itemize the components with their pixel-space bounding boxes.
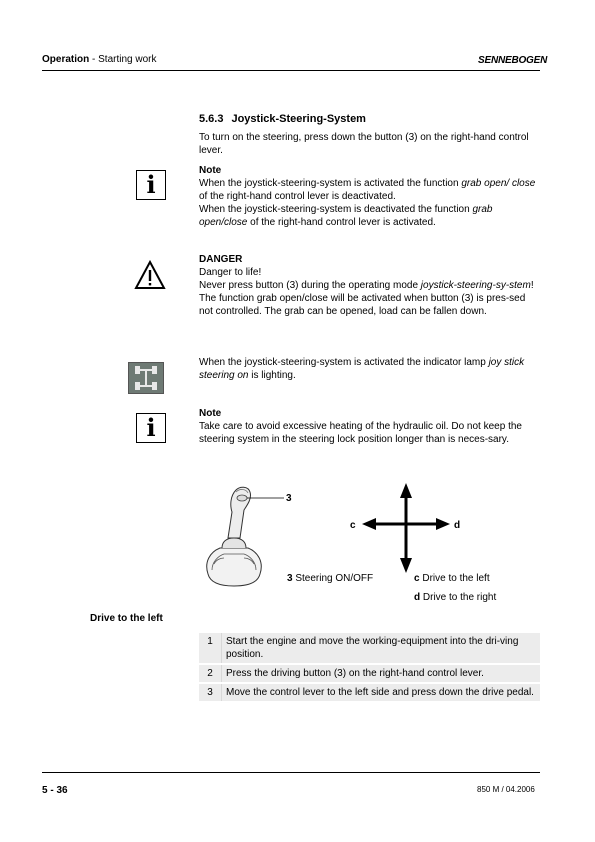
note-label: Note [199, 165, 222, 176]
caption-steering [287, 573, 373, 584]
danger-line-2a: Never press button (3) during the operating mode [199, 280, 421, 291]
caption-text: Drive to the left [419, 573, 490, 584]
step-number: 1 [199, 633, 222, 664]
caption-right [414, 592, 496, 603]
step-text: Press the driving button (3) on the right-hand control lever. [222, 664, 541, 683]
joystick-illustration [200, 482, 300, 588]
caption-key: c [414, 573, 420, 584]
callout-3: 3 [286, 493, 292, 504]
header-breadcrumb [42, 54, 156, 65]
note-block-2 [199, 407, 541, 446]
table-row [199, 664, 540, 683]
note-text-2c: of the right-hand control lever is activated. [247, 217, 436, 228]
arrow-label-d: d [454, 520, 461, 531]
danger-line-3: The function grab open/close will be activated when button (3) is pres-sed not controlled. The grab can be opened, load can be fallen down. [199, 293, 526, 317]
caption-text: Drive to the right [420, 592, 497, 603]
note-text-2a: When the joystick-steering-system is deactivated the function [199, 204, 473, 215]
header-subsection: - Starting work [89, 54, 157, 65]
direction-arrows-diagram [340, 480, 470, 576]
document-id: 850 M / 04.2006 [477, 785, 535, 794]
header-divider [42, 70, 540, 71]
lamp-text-a: When the joystick-steering-system is activated the indicator lamp [199, 357, 489, 368]
step-number: 2 [199, 664, 222, 683]
footer-divider [42, 772, 540, 773]
caption-text: Steering ON/OFF [292, 573, 374, 584]
step-text: Move the control lever to the left side and press down the drive pedal. [222, 683, 541, 702]
note-text: Take care to avoid excessive heating of the hydraulic oil. Do not keep the steering system in the steering lock position longer than is neces-sary. [199, 421, 522, 445]
step-number: 3 [199, 683, 222, 702]
note-text-1a: When the joystick-steering-system is activated the function [199, 178, 462, 189]
info-icon: i [136, 170, 166, 200]
note-label: Note [199, 408, 222, 419]
warning-icon [134, 260, 166, 290]
lamp-text [199, 356, 541, 382]
lamp-text-c: is lighting. [248, 370, 296, 381]
table-row [199, 633, 540, 664]
joystick-steering-lamp-icon [128, 362, 164, 394]
note-text-1b: grab open/ close [461, 178, 536, 189]
section-number: 5.6.3 [199, 113, 224, 125]
note-block [199, 164, 541, 229]
brand-logo: SENNEBOGEN [478, 55, 548, 66]
caption-key: d [414, 592, 421, 603]
caption-key: 3 [287, 573, 293, 584]
page-number: 5 - 36 [42, 785, 68, 796]
note-text-1c: of the right-hand control lever is deactivated. [199, 191, 396, 202]
lamp-text-b: joy stick steering on [199, 357, 525, 381]
section-heading [199, 113, 374, 125]
danger-label: DANGER [199, 254, 243, 265]
section-title: Joystick-Steering-System [231, 113, 366, 125]
danger-block [199, 253, 541, 318]
step-text: Start the engine and move the working-equipment into the dri-ving position. [222, 633, 541, 664]
danger-line-2b: joystick-steering-sy-stem [420, 280, 531, 291]
info-icon: i [136, 413, 166, 443]
header-section: Operation [42, 54, 90, 65]
steps-table [199, 633, 540, 703]
intro-text: To turn on the steering, press down the button (3) on the right-hand control lever. [199, 132, 529, 156]
table-row [199, 683, 540, 702]
danger-line-2c: ! [530, 280, 534, 291]
note-text-2b: grab open/close [199, 204, 493, 228]
caption-left [414, 573, 490, 584]
danger-line-1: Danger to life! [199, 267, 262, 278]
arrow-label-c: c [350, 520, 356, 531]
side-heading: Drive to the left [90, 613, 163, 624]
